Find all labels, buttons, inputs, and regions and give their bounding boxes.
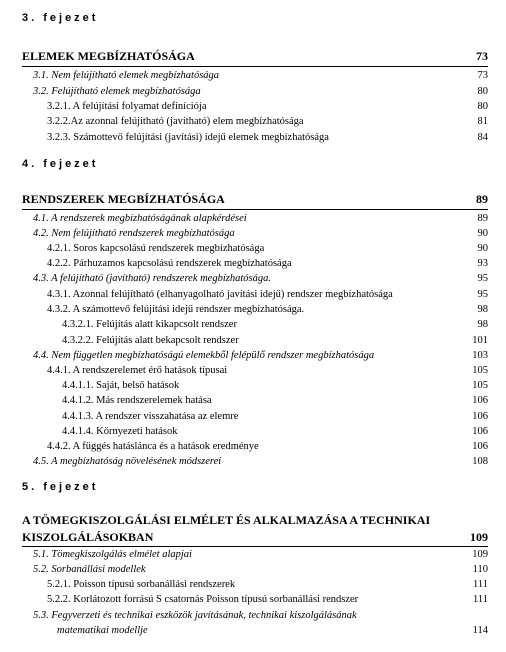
entry-page: 73 xyxy=(477,70,488,81)
chapter-page: 109 xyxy=(470,530,488,544)
entry-page: 106 xyxy=(472,411,488,422)
toc-entry xyxy=(0,228,488,242)
toc-entry xyxy=(0,441,488,455)
entry-page: 93 xyxy=(477,258,488,269)
entry-page: 109 xyxy=(472,549,488,560)
entry-page: 81 xyxy=(477,116,488,127)
entry-text: 4.4.1.1. Saját, belső hatások xyxy=(62,380,180,391)
chapter-page: 73 xyxy=(476,49,488,63)
entry-text: 5.3. Fegyverzeti és technikai eszközök javításának, technikai kiszolgálásának xyxy=(33,610,357,621)
entry-text: 4.4.1. A rendszerelemet érő hatások típusai xyxy=(47,365,228,376)
toc-entry xyxy=(0,101,488,115)
chapter-label: 4. fejezet xyxy=(22,158,99,170)
entry-text: 4.1. A rendszerek megbízhatóságának alapkérdései xyxy=(33,213,247,224)
entry-page: 105 xyxy=(472,380,488,391)
entry-page: 114 xyxy=(472,625,488,636)
entry-page: 108 xyxy=(472,456,488,467)
toc-entry xyxy=(0,426,488,440)
entry-page: 80 xyxy=(477,86,488,97)
toc-entry xyxy=(0,116,488,130)
toc-entry xyxy=(0,273,488,287)
entry-page: 106 xyxy=(472,395,488,406)
toc-entry xyxy=(0,213,488,227)
entry-text: 4.4.1.2. Más rendszerelemek hatása xyxy=(62,395,212,406)
entry-page: 111 xyxy=(473,579,488,590)
toc-entry xyxy=(0,395,488,409)
toc-entry xyxy=(0,258,488,272)
entry-text: 4.3.2.2. Felújítás alatt bekapcsolt rendszer xyxy=(62,335,239,346)
entry-text: 4.4.2. A függés hatáslánca és a hatások eredménye xyxy=(47,441,259,452)
toc-entry xyxy=(0,304,488,318)
toc-entry xyxy=(0,610,488,624)
entry-page: 89 xyxy=(477,213,488,224)
entry-page: 98 xyxy=(477,319,488,330)
divider xyxy=(22,209,488,210)
toc-entry xyxy=(0,380,488,394)
entry-text: 3.2. Felújítható elemek megbízhatósága xyxy=(33,86,201,97)
chapter-title-line: RENDSZEREK MEGBÍZHATÓSÁGA xyxy=(22,192,225,206)
chapter-title xyxy=(22,49,488,64)
toc-entry xyxy=(0,456,488,470)
entry-page: 90 xyxy=(477,243,488,254)
toc-entry xyxy=(0,350,488,364)
entry-text: 4.2.2. Párhuzamos kapcsolású rendszerek megbízhatósága xyxy=(47,258,292,269)
entry-text: matematikai modellje xyxy=(57,625,148,636)
toc-entry xyxy=(0,335,488,349)
entry-page: 103 xyxy=(472,350,488,361)
divider xyxy=(22,546,488,547)
chapter-title-line: KISZOLGÁLÁSOKBAN xyxy=(22,530,154,544)
entry-page: 98 xyxy=(477,304,488,315)
toc-entry xyxy=(0,319,488,333)
entry-page: 101 xyxy=(472,335,488,346)
entry-text: 5.2.1. Poisson típusú sorbanállási rendszerek xyxy=(47,579,236,590)
entry-page: 84 xyxy=(477,132,488,143)
entry-text: 4.3.2.1. Felújítás alatt kikapcsolt rendszer xyxy=(62,319,237,330)
toc-entry xyxy=(0,625,488,639)
chapter-page: 89 xyxy=(476,192,488,206)
entry-text: 4.3. A felújítható (javítható) rendszerek megbízhatósága. xyxy=(33,273,271,284)
entry-text: 3.2.2.Az azonnal felújítható (javítható) elem megbízhatósága xyxy=(47,116,304,127)
entry-page: 111 xyxy=(473,594,488,605)
toc-entry xyxy=(0,132,488,146)
entry-text: 3.2.3. Számottevő felújítási (javítási) idejű elemek megbízhatósága xyxy=(47,132,329,143)
toc-entry xyxy=(0,579,488,593)
entry-text: 4.2. Nem felújítható rendszerek megbízhatósága xyxy=(33,228,235,239)
entry-text: 4.3.2. A számottevő felújítási idejű rendszer megbízhatósága. xyxy=(47,304,305,315)
chapter-title xyxy=(22,192,488,207)
chapter-title xyxy=(22,513,488,545)
entry-page: 106 xyxy=(472,441,488,452)
entry-page: 105 xyxy=(472,365,488,376)
chapter-title-line: A TÖMEGKISZOLGÁLÁSI ELMÉLET ÉS ALKALMAZÁSA A TECHNIKAI xyxy=(22,513,431,527)
entry-text: 5.2.2. Korlátozott forrású S csatornás Poisson típusú sorbanállási rendszer xyxy=(47,594,359,605)
toc-entry xyxy=(0,549,488,563)
entry-text: 4.4. Nem független megbízhatóságú elemekből felépülő rendszer megbízhatósága xyxy=(33,350,375,361)
entry-text: 4.3.1. Azonnal felújítható (elhanyagolható javítási idejű) rendszer megbízhatósága xyxy=(47,289,393,300)
entry-page: 90 xyxy=(477,228,488,239)
entry-page: 95 xyxy=(477,273,488,284)
entry-page: 80 xyxy=(477,101,488,112)
entry-text: 4.2.1. Soros kapcsolású rendszerek megbízhatósága xyxy=(47,243,265,254)
entry-text: 4.4.1.4. Környezeti hatások xyxy=(62,426,178,437)
toc-entry xyxy=(0,86,488,100)
entry-text: 3.1. Nem felújítható elemek megbízhatósága xyxy=(33,70,220,81)
entry-page: 110 xyxy=(472,564,488,575)
toc-entry xyxy=(0,243,488,257)
chapter-title-line: ELEMEK MEGBÍZHATÓSÁGA xyxy=(22,49,195,63)
chapter-label: 5. fejezet xyxy=(22,481,99,493)
entry-text: 5.1. Tömegkiszolgálás elmélet alapjai xyxy=(33,549,192,560)
entry-text: 5.2. Sorbanállási modellek xyxy=(33,564,146,575)
toc-entry xyxy=(0,411,488,425)
divider xyxy=(22,66,488,67)
toc-entry xyxy=(0,70,488,84)
toc-entry xyxy=(0,594,488,608)
chapter-label: 3. fejezet xyxy=(22,12,99,24)
toc-entry xyxy=(0,289,488,303)
entry-page: 95 xyxy=(477,289,488,300)
entry-page: 106 xyxy=(472,426,488,437)
toc-entry xyxy=(0,564,488,578)
entry-text: 4.4.1.3. A rendszer visszahatása az elemre xyxy=(62,411,239,422)
toc-entry xyxy=(0,365,488,379)
entry-text: 4.5. A megbízhatóság növelésének módszerei xyxy=(33,456,222,467)
entry-text: 3.2.1. A felújítási folyamat definíciója xyxy=(47,101,207,112)
